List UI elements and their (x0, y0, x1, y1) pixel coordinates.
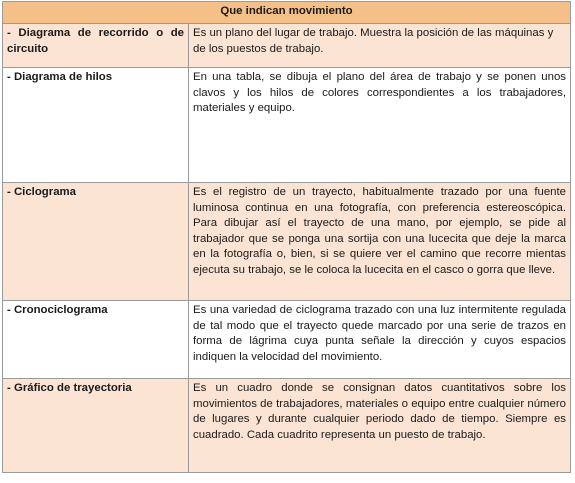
movement-diagrams-table (2, 1, 571, 473)
table-row (3, 301, 571, 379)
term-cell: - Cronociclograma (3, 301, 189, 379)
table-row (3, 379, 571, 473)
description-cell: En una tabla, se dibuja el plano del área de trabajo y se ponen unos clavos y los hilos de colores correspondientes a los trabajadores, materiales y equipo. (189, 68, 571, 183)
table-header-row (3, 2, 571, 24)
term-cell: - Ciclograma (3, 183, 189, 301)
description-cell: Es el registro de un trayecto, habitualmente trazado por una fuente luminosa continua en una fotografía, con preferencia estereoscópica. Para dibujar así el trayecto de una mano, por ejemplo, se pide al trabajador que se ponga una sortija con una lucecita que deje la marca en la fotografía o, bien, si se quiere ver el camino que recorre mientas ejecuta su trabajo, se le coloca la lucecita en el casco o gorra que lleve. (189, 183, 571, 301)
table-row (3, 183, 571, 301)
description-cell: Es una variedad de ciclograma trazado con una luz intermitente regulada de tal modo que el trayecto quede marcado por una serie de trazos en forma de lágrima cuya punta señale la dirección y cuyos espacios indiquen la velocidad del movimiento. (189, 301, 571, 379)
term-cell: - Diagrama de recorrido o de circuito (3, 24, 189, 68)
table-row (3, 24, 571, 68)
table-row (3, 68, 571, 183)
term-cell: - Gráfico de trayectoria (3, 379, 189, 473)
table-title: Que indican movimiento (3, 2, 571, 24)
description-cell: Es un cuadro donde se consignan datos cuantitativos sobre los movimientos de trabajadores, materiales o equipo entre cualquier número de lugares y durante cualquier periodo dado de tiempo. Siempre es cuadrado. Cada cuadrito representa un puesto de trabajo. (189, 379, 571, 473)
description-cell: Es un plano del lugar de trabajo. Muestra la posición de las máquinas y de los puestos de trabajo. (189, 24, 571, 68)
term-cell: - Diagrama de hilos (3, 68, 189, 183)
